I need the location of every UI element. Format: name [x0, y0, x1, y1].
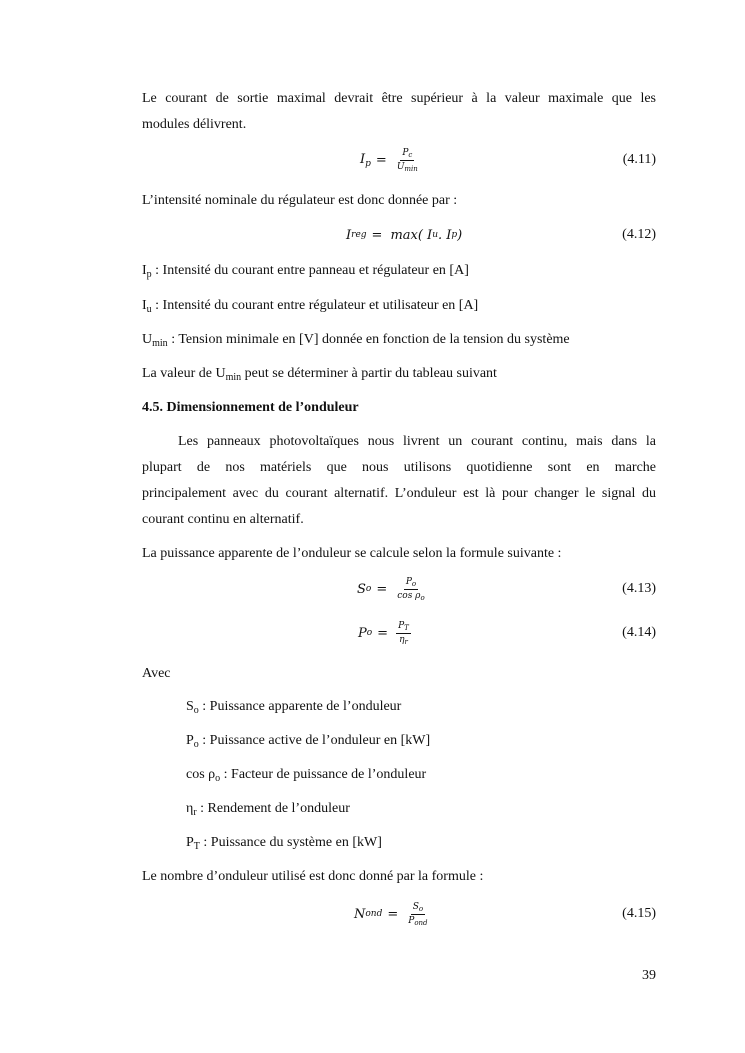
paragraph-line: Le courant de sortie maximal devrait être supérieur à la valeur maximale que les [142, 91, 656, 106]
definition-item: $\eta_r$ : Rendement de l’onduleur [186, 801, 350, 818]
definition-item: $\cos \rho_o$ : Facteur de puissance de l’onduleur [186, 767, 427, 784]
page-number: 39 [642, 968, 656, 983]
paragraph-line: L’intensité nominale du régulateur est donc donnée par : [142, 193, 458, 208]
equation-number: (4.11) [622, 152, 656, 167]
definition-ip: $I_p$ : Intensité du courant entre panneau et régulateur en [A] [142, 263, 469, 280]
definition-umin: $U_{min}$ : Tension minimale en [V] donnée en fonction de la tension du système [142, 332, 570, 349]
eq-lhs: $I_p$ [360, 151, 371, 169]
eq-fraction: $\frac{P_c}{U_{min}}$ [396, 147, 418, 173]
equation-number: (4.13) [622, 581, 656, 596]
paragraph-line: Le nombre d’onduleur utilisé est donc donné par la formule : [142, 869, 484, 884]
equation-4-14: P o = $\frac{P_T}{\eta_r}$ (4.14) [0, 616, 745, 650]
definition-item: $P_T$ : Puissance du système en [kW] [186, 835, 382, 852]
paragraph-line: Avec [142, 666, 171, 681]
paragraph-line: Les panneaux photovoltaïques nous livrent un courant continu, mais dans la [178, 434, 656, 449]
section-heading: 4.5. Dimensionnement de l’onduleur [142, 400, 359, 415]
paragraph-line: modules délivrent. [142, 117, 247, 132]
paragraph-line: La valeur de $U_{min}$ peut se déterminer à partir du tableau suivant [142, 366, 497, 383]
equation-4-11: $I_p$ = $\frac{P_c}{U_{min}}$ (4.11) [0, 143, 745, 177]
equation-4-15: N ond = $\frac{S_o}{P_{ond}}$ (4.15) [0, 897, 745, 931]
equation-4-13: S o = $\frac{P_o}{\cos \rho_o}$ (4.13) [0, 572, 745, 606]
paragraph-line: La puissance apparente de l’onduleur se calcule selon la formule suivante : [142, 546, 562, 561]
paragraph-line: courant continu en alternatif. [142, 512, 304, 527]
definition-item: $S_o$ : Puissance apparente de l’onduleur [186, 699, 402, 716]
paragraph-line: plupart de nos matériels que nous utilisons quotidienne sont en marche [142, 460, 656, 475]
equation-number: (4.14) [622, 625, 656, 640]
equation-number: (4.15) [622, 906, 656, 921]
equation-number: (4.12) [622, 227, 656, 242]
definition-iu: $I_u$ : Intensité du courant entre régulateur et utilisateur en [A] [142, 298, 479, 315]
paragraph-line: principalement avec du courant alternatif. L’onduleur est là pour changer le signal du [142, 486, 656, 501]
definition-item: $P_o$ : Puissance active de l’onduleur en [kW] [186, 733, 431, 750]
equation-4-12: I reg = max( I u . I p ) (4.12) [0, 218, 745, 252]
